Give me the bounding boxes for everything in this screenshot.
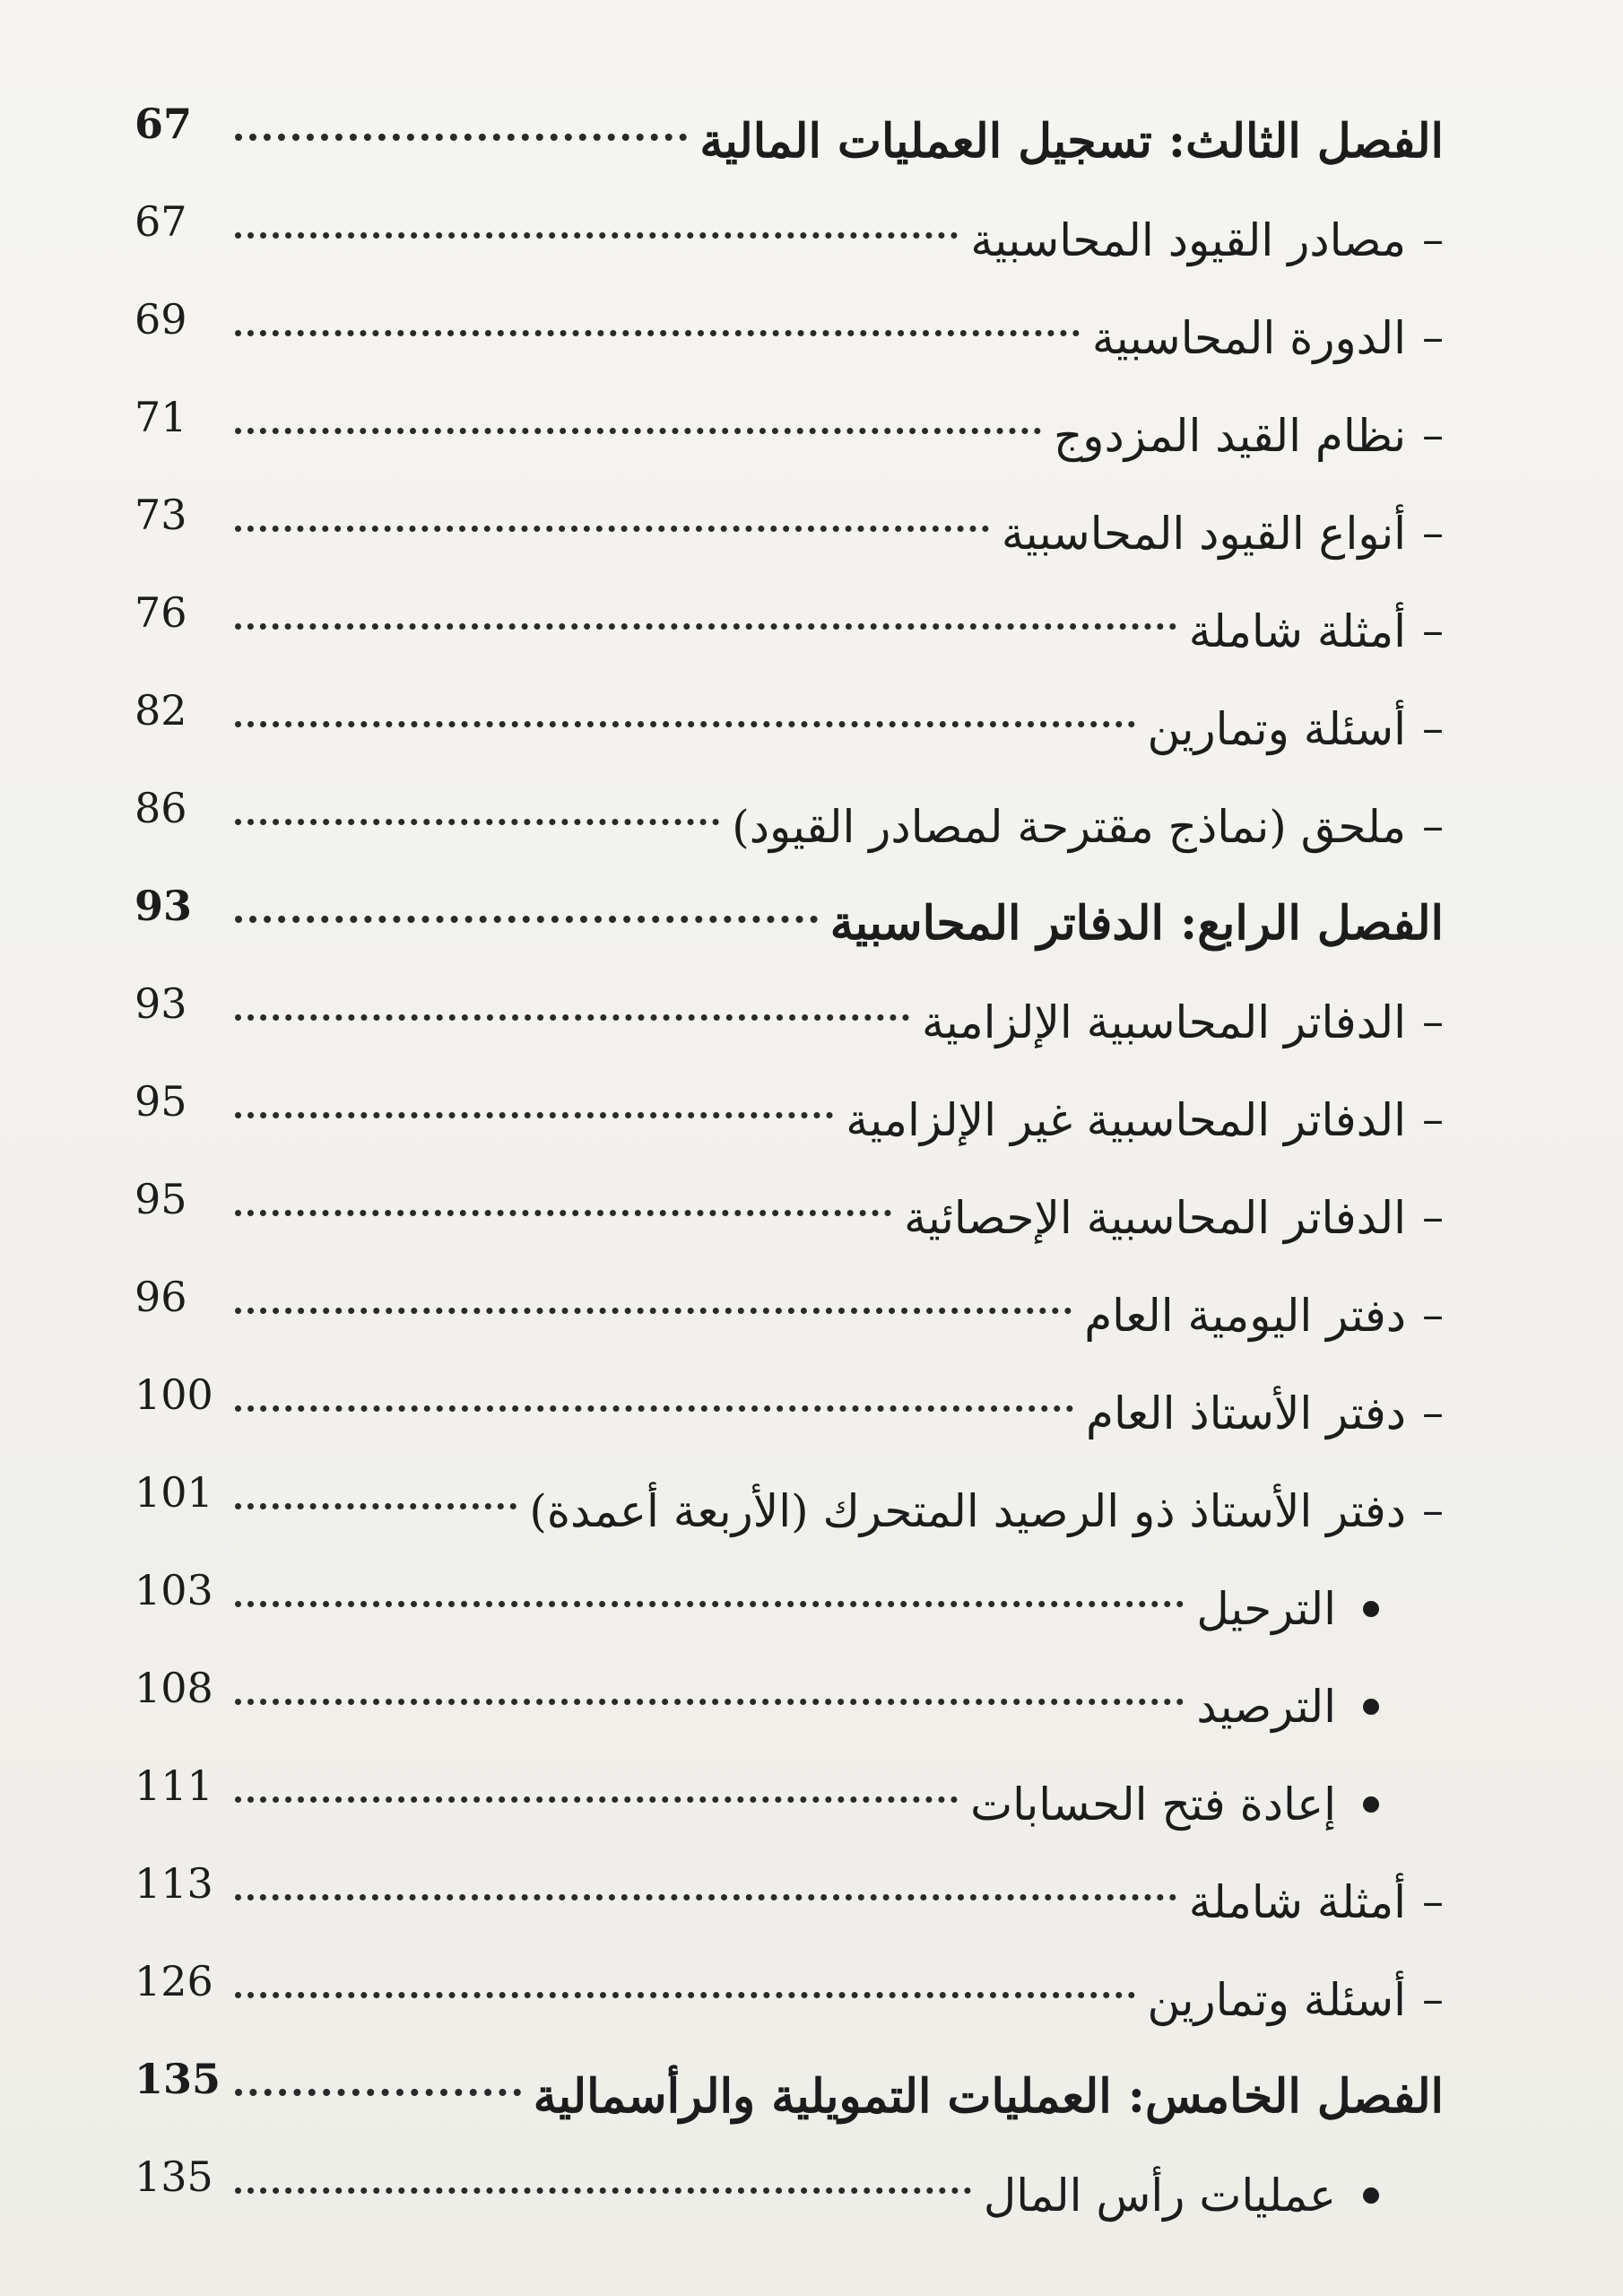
toc-page-number: 67	[135, 100, 193, 148]
toc-entry-text: دفتر الأستاذ ذو الرصيد المتحرك (الأربعة أعمدة)	[529, 1485, 1406, 1537]
toc-entry-title	[1196, 1582, 1379, 1647]
toc-section-row	[135, 278, 1444, 376]
dash-marker: –	[1422, 214, 1444, 265]
toc-entry-title	[1148, 1973, 1444, 2038]
toc-entry-text: الدفاتر المحاسبية الإحصائية	[904, 1192, 1406, 1244]
toc-subsection-row	[135, 1549, 1444, 1647]
dash-marker: –	[1422, 1192, 1444, 1243]
toc-page-number: 100	[135, 1370, 213, 1419]
toc-entry-text: دفتر الأستاذ العام	[1086, 1387, 1406, 1439]
bullet-icon	[1363, 1699, 1379, 1715]
toc-chapter-row	[135, 865, 1444, 962]
toc-entry-title	[1092, 311, 1444, 376]
dash-marker: –	[1422, 801, 1444, 852]
toc-entry-text: الدفاتر المحاسبية الإلزامية	[921, 996, 1406, 1048]
toc-entry-text: دفتر اليومية العام	[1084, 1290, 1406, 1342]
toc-entry-text: الدفاتر المحاسبية غير الإلزامية	[846, 1094, 1406, 1146]
toc-section-row	[135, 571, 1444, 669]
toc-entry-title	[1002, 507, 1444, 571]
toc-page-number: 93	[135, 882, 193, 930]
toc-entry-text: إعادة فتح الحسابات	[970, 1779, 1336, 1831]
dash-marker: –	[1422, 410, 1444, 461]
toc-entry-title	[534, 2069, 1444, 2135]
dash-marker: –	[1422, 1387, 1444, 1439]
dot-leader	[235, 721, 1135, 727]
dot-leader	[235, 1112, 833, 1118]
dot-leader	[235, 232, 958, 239]
toc-page-number: 76	[135, 588, 187, 637]
bullet-icon	[1363, 1601, 1379, 1617]
toc-entry-title	[970, 1778, 1379, 1842]
toc-entry-title	[1189, 604, 1444, 669]
toc-section-row	[135, 1158, 1444, 1256]
toc-section-row	[135, 1940, 1444, 2038]
dot-leader	[235, 526, 989, 532]
toc-chapter-row	[135, 2038, 1444, 2135]
dash-marker: –	[1422, 1974, 1444, 2025]
toc-entry-text: الترحيل	[1196, 1583, 1336, 1635]
dot-leader	[235, 2187, 971, 2194]
toc-section-row	[135, 376, 1444, 474]
dot-leader	[235, 1601, 1184, 1607]
toc-entry-title	[732, 800, 1444, 865]
toc-section-row	[135, 474, 1444, 571]
toc-page-number: 101	[135, 1468, 213, 1517]
dash-marker: –	[1422, 508, 1444, 559]
bullet-icon	[1363, 2187, 1379, 2204]
dash-marker: –	[1422, 1094, 1444, 1145]
dot-leader	[235, 819, 719, 825]
toc-page-number: 69	[135, 295, 187, 344]
toc-entry-title	[970, 213, 1444, 278]
toc-entry-title	[922, 996, 1444, 1060]
dot-leader	[235, 428, 1041, 434]
dash-marker: –	[1422, 1485, 1444, 1536]
dot-leader	[235, 623, 1176, 630]
toc-entry-title	[1054, 409, 1444, 474]
toc-page-number: 71	[135, 393, 187, 441]
dot-leader	[235, 1014, 909, 1021]
toc-entry-text: نظام القيد المزدوج	[1054, 410, 1406, 462]
dash-marker: –	[1422, 1876, 1444, 1927]
toc-entry-text: الفصل الثالث: تسجيل العمليات المالية	[699, 113, 1444, 169]
toc-entry-title	[1148, 702, 1444, 767]
dash-marker: –	[1422, 1290, 1444, 1341]
toc-page-number: 96	[135, 1273, 187, 1321]
toc-page-number: 135	[135, 2055, 221, 2103]
toc-entry-text: أمثلة شاملة	[1188, 605, 1406, 657]
dot-leader	[235, 1405, 1073, 1412]
dash-marker: –	[1422, 996, 1444, 1048]
toc-entry-text: مصادر القيود المحاسبية	[970, 214, 1406, 266]
dash-marker: –	[1422, 605, 1444, 657]
toc-page-number: 67	[135, 197, 187, 246]
dot-leader	[235, 134, 687, 141]
table-of-contents	[135, 83, 1444, 2233]
bullet-icon	[1363, 1796, 1379, 1813]
toc-section-row	[135, 1451, 1444, 1549]
toc-subsection-row	[135, 1744, 1444, 1842]
toc-entry-title	[1086, 1387, 1444, 1451]
dot-leader	[235, 2089, 521, 2096]
dash-marker: –	[1422, 312, 1444, 363]
toc-page-number: 135	[135, 2152, 213, 2201]
toc-entry-title	[1189, 1875, 1444, 1940]
dot-leader	[235, 330, 1080, 336]
dot-leader	[235, 1308, 1072, 1314]
dot-leader	[235, 1796, 958, 1803]
toc-entry-title	[529, 1484, 1444, 1549]
dot-leader	[235, 1894, 1176, 1900]
toc-page-number: 113	[135, 1859, 213, 1908]
toc-entry-text: ملحق (نماذج مقترحة لمصادر القيود)	[732, 801, 1406, 853]
toc-entry-title	[904, 1191, 1444, 1256]
toc-entry-text: الفصل الرابع: الدفاتر المحاسبية	[829, 895, 1444, 951]
toc-page-number: 82	[135, 686, 187, 735]
toc-entry-text: الفصل الخامس: العمليات التمويلية والرأسمالية	[533, 2068, 1444, 2124]
toc-section-row	[135, 1060, 1444, 1158]
toc-entry-title	[1084, 1289, 1444, 1353]
toc-entry-title	[846, 1093, 1444, 1158]
toc-section-row	[135, 767, 1444, 865]
dot-leader	[235, 1503, 516, 1509]
toc-section-row	[135, 1256, 1444, 1353]
toc-entry-text: أنواع القيود المحاسبية	[1001, 508, 1406, 560]
toc-entry-text: الدورة المحاسبية	[1091, 312, 1406, 364]
toc-entry-text: أسئلة وتمارين	[1147, 703, 1406, 755]
toc-entry-text: أمثلة شاملة	[1188, 1876, 1406, 1928]
dash-marker: –	[1422, 703, 1444, 754]
toc-entry-title	[830, 896, 1444, 962]
toc-section-row	[135, 962, 1444, 1060]
toc-page-number: 111	[135, 1761, 213, 1810]
toc-section-row	[135, 1353, 1444, 1451]
dot-leader	[235, 1992, 1135, 1998]
toc-entry-title	[1196, 1680, 1379, 1744]
toc-entry-text: أسئلة وتمارين	[1147, 1974, 1406, 2026]
toc-page-number: 93	[135, 979, 187, 1028]
toc-section-row	[135, 1842, 1444, 1940]
dot-leader	[235, 1210, 891, 1216]
toc-entry-title	[699, 114, 1444, 180]
toc-page-number: 95	[135, 1077, 187, 1126]
toc-entry-title	[984, 2169, 1379, 2233]
toc-section-row	[135, 180, 1444, 278]
toc-page-number: 108	[135, 1664, 213, 1712]
toc-section-row	[135, 669, 1444, 767]
toc-page-number: 86	[135, 784, 187, 832]
toc-page-number: 73	[135, 491, 187, 539]
toc-entry-text: عمليات رأس المال	[983, 2170, 1336, 2222]
toc-subsection-row	[135, 1647, 1444, 1744]
toc-chapter-row	[135, 83, 1444, 180]
toc-entry-text: الترصيد	[1196, 1681, 1336, 1733]
toc-page-number: 103	[135, 1566, 213, 1614]
toc-page-number: 126	[135, 1957, 213, 2005]
dot-leader	[235, 916, 818, 923]
toc-subsection-row	[135, 2135, 1444, 2233]
dot-leader	[235, 1699, 1184, 1705]
toc-page-number: 95	[135, 1175, 187, 1223]
